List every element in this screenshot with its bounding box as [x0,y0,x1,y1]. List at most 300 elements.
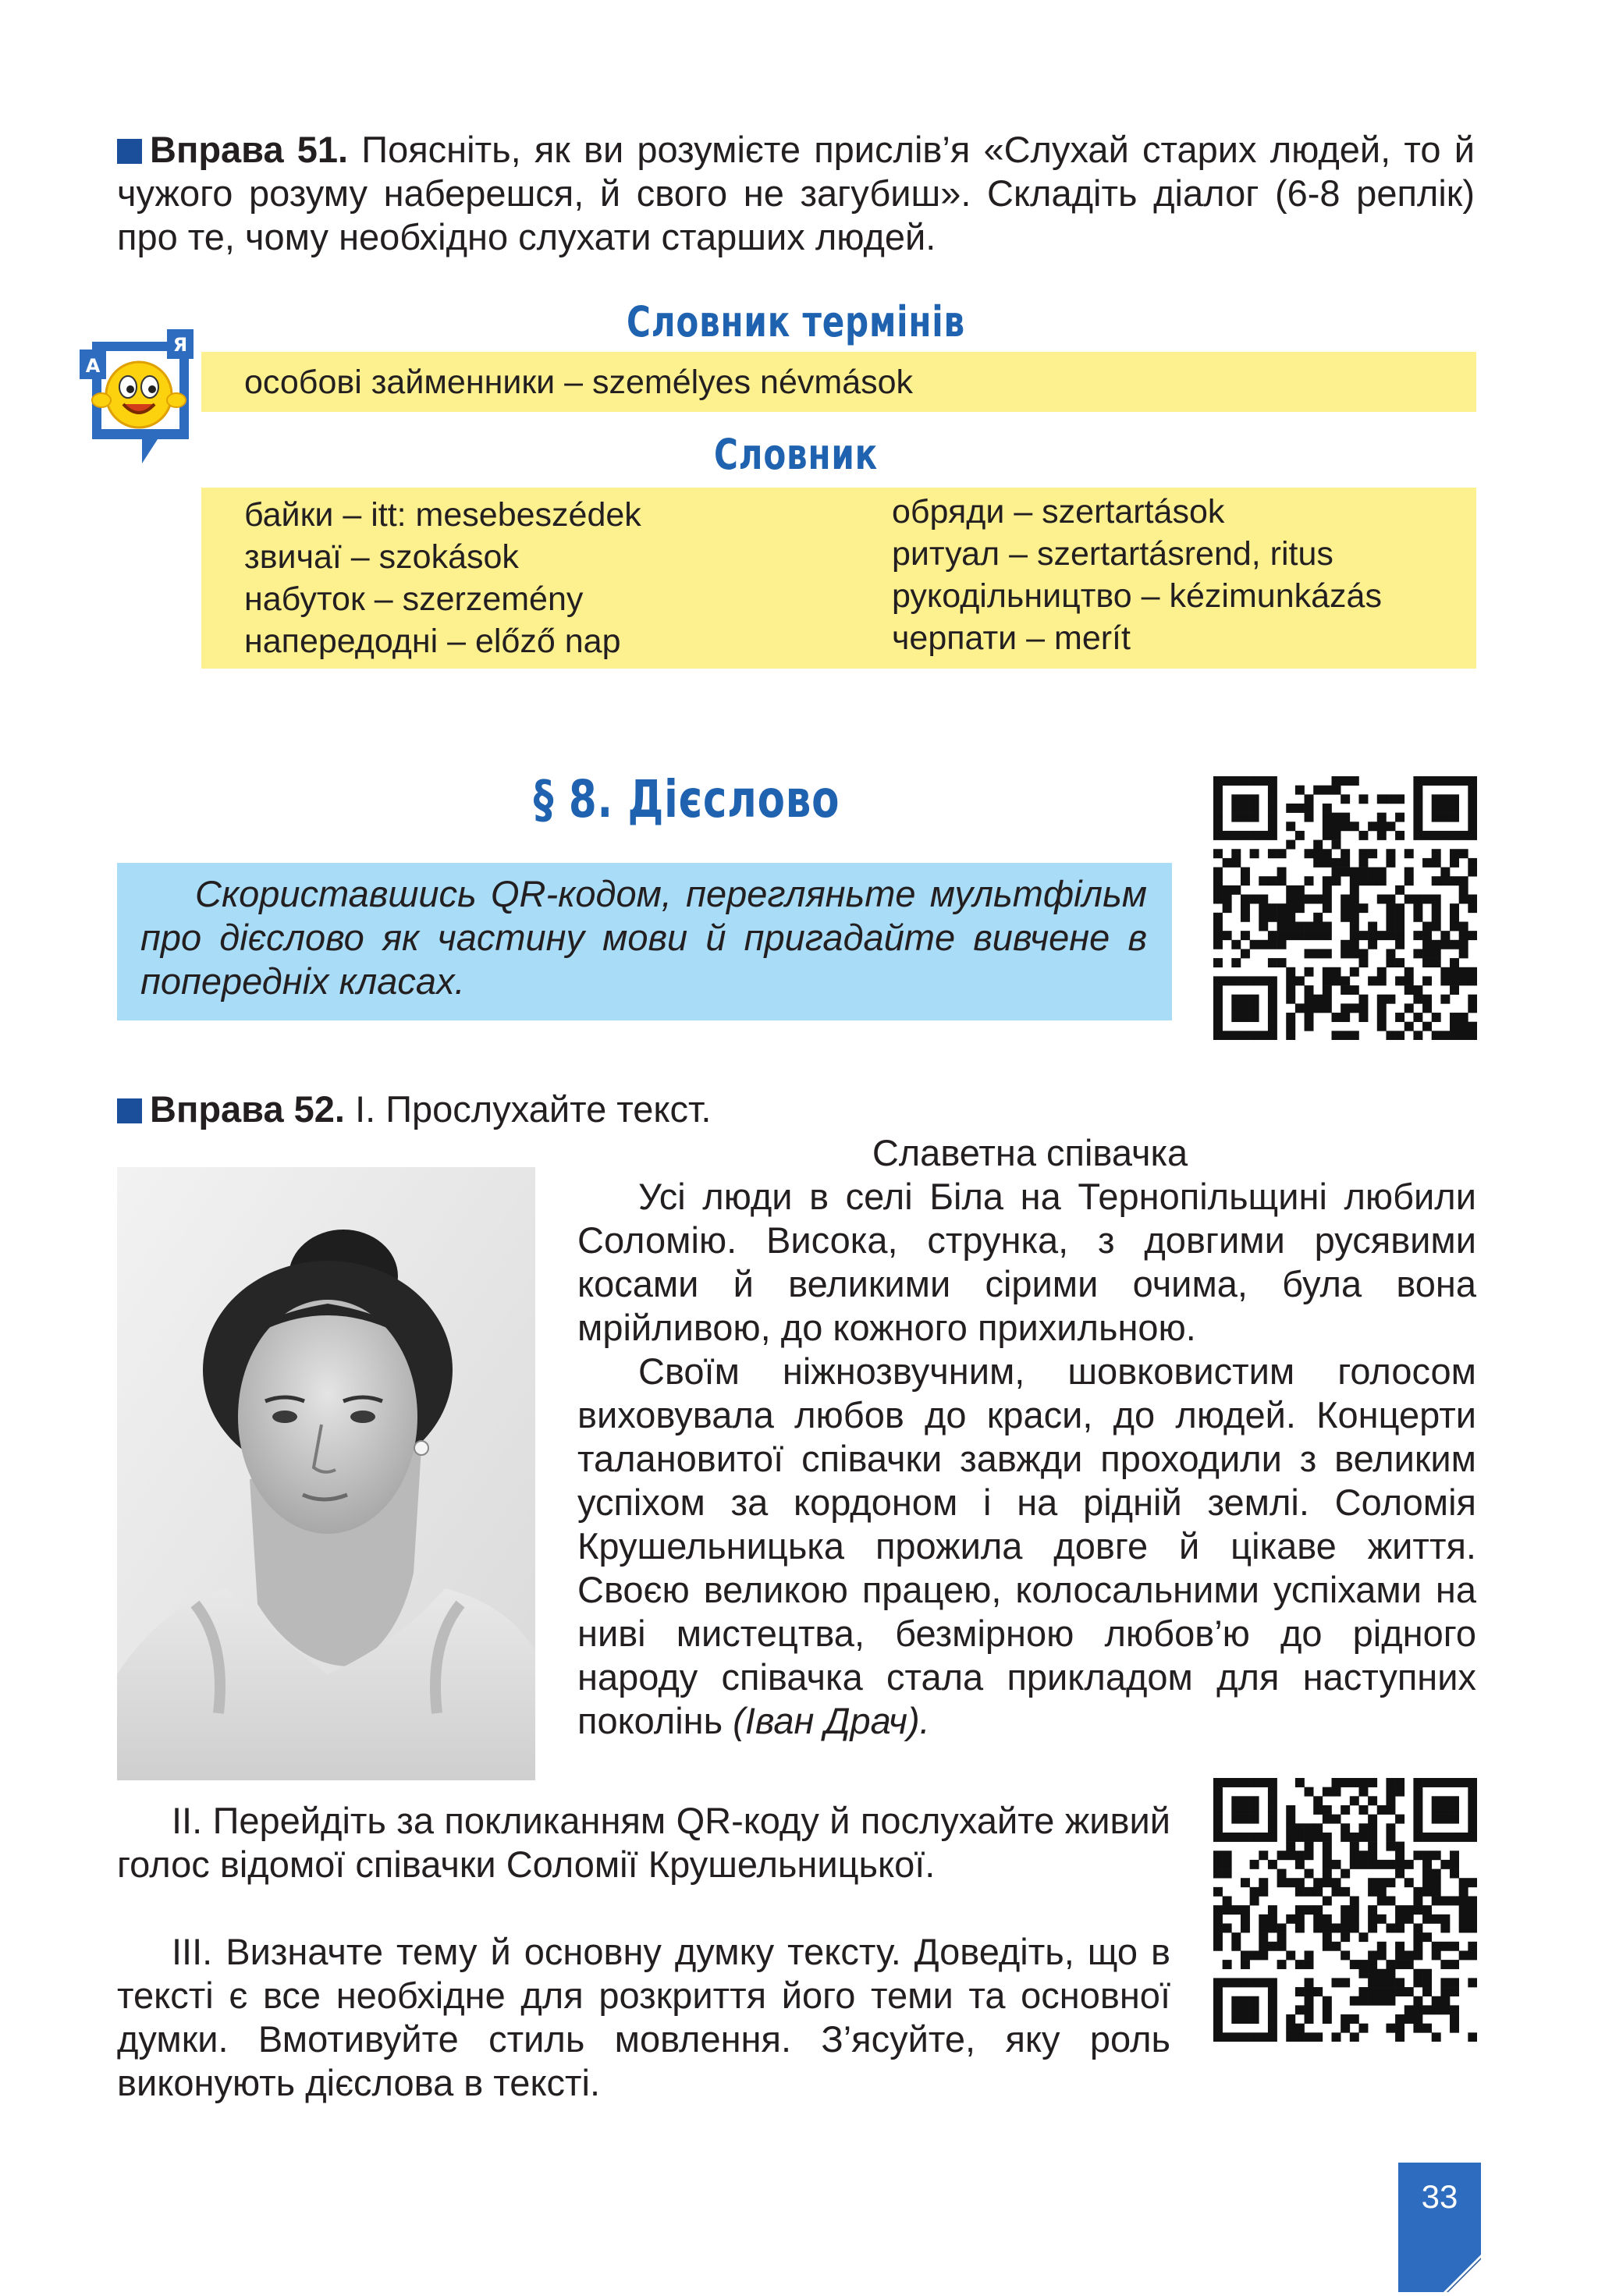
qr-module [1268,1905,1277,1915]
qr-module [1368,868,1377,877]
qr-module [1377,1003,1387,1013]
qr-module [1450,913,1459,922]
qr-module [1250,1996,1259,2006]
task-3-text: ІІІ. Визначте тему й основну думку тексту. Доведіть, що в тексті є все необхідне для розкриття його теми та основної думки. Вмотивуйте стиль мовлення. З’ясуйте, яку роль виконують дієслова в тексті. [117,1931,1170,2103]
qr-module [1395,1842,1404,1851]
qr-module [1368,976,1377,985]
qr-module [1231,1833,1241,1842]
qr-module [1259,1031,1268,1040]
qr-module [1223,1778,1232,1787]
qr-module [1386,1833,1395,1842]
section-note-box [117,863,1172,1020]
qr-module [1313,1823,1323,1833]
qr-module [1231,858,1241,868]
qr-module [1386,849,1395,858]
qr-module [1450,804,1459,813]
qr-module [1241,895,1250,904]
section-note: Скориставшись QR-кодом, перегляньте мультфільм про дієслово як частину мови й пригадайте вивчене в попередніх класах. [140,873,1147,1002]
qr-module [1377,868,1387,877]
qr-module [1323,949,1332,958]
qr-module [1413,804,1422,813]
qr-module [1432,1869,1441,1879]
qr-module [1295,1887,1305,1897]
qr-module [1341,913,1350,922]
qr-module [1377,1022,1387,1031]
qr-module [1450,1805,1459,1815]
qr-module [1468,1923,1477,1932]
qr-module [1295,1923,1305,1932]
qr-module [1295,1960,1305,1969]
qr-code-cartoon[interactable] [1213,776,1477,1040]
qr-module [1386,1031,1395,1040]
qr-module [1295,786,1305,795]
qr-module [1459,831,1468,840]
qr-module [1286,2014,1295,2024]
qr-module [1295,885,1305,895]
qr-module [1432,1887,1441,1897]
qr-module [1286,1851,1295,1860]
qr-module [1341,949,1350,958]
story-paragraph-2-text: Своїм ніжнозвучним, шовковистим голосом виховувала любов до краси, до людей. Концерти талановитої співачки завжди проходили з великим успіхом за кордоном і на рідній землі. Соломія Крушельницька прожила довге й цікаве життя. Своєю великою працею, колосальними успіхами на ниві мистецтва, безмірною любов’ю до рідного народу співачка стала прикладом для наступних поколінь [577,1350,1476,1741]
qr-module [1223,1897,1232,1906]
qr-module [1422,1932,1432,1942]
qr-module [1377,1860,1387,1869]
qr-module [1459,1031,1468,1040]
qr-module [1332,1787,1341,1797]
qr-module [1350,2014,1359,2024]
qr-module [1341,1013,1350,1022]
qr-module [1231,995,1241,1004]
qr-module [1450,1778,1459,1787]
qr-module [1450,1022,1459,1031]
qr-module [1295,895,1305,904]
qr-module [1241,813,1250,822]
qr-module [1450,1796,1459,1805]
qr-module [1268,804,1277,813]
qr-module [1286,985,1295,995]
qr-module [1323,2014,1332,2024]
qr-module [1305,1787,1314,1797]
qr-module [1259,876,1268,885]
qr-module [1450,794,1459,804]
qr-module [1313,921,1323,931]
qr-module [1250,1003,1259,1013]
qr-module [1259,976,1268,985]
qr-module [1286,976,1295,985]
qr-module [1259,1887,1268,1897]
qr-module [1268,1996,1277,2006]
qr-module [1286,995,1295,1004]
qr-module [1241,776,1250,786]
qr-module [1241,1805,1250,1815]
qr-module [1422,1022,1432,1031]
qr-module [1413,822,1422,831]
qr-module [1231,804,1241,813]
qr-module [1440,831,1450,840]
qr-module [1332,1013,1341,1022]
qr-module [1341,1869,1350,1879]
qr-module [1432,1915,1441,1924]
qr-module [1432,813,1441,822]
qr-module [1213,822,1223,831]
qr-module [1250,776,1259,786]
qr-module [1332,1860,1341,1869]
qr-module [1213,921,1223,931]
qr-module [1395,1915,1404,1924]
qr-module [1259,913,1268,922]
qr-module [1413,1905,1422,1915]
qr-module [1277,1942,1287,1951]
qr-module [1305,2014,1314,2024]
qr-module [1432,903,1441,913]
qr-module [1241,1960,1250,1969]
qr-module [1432,1897,1441,1906]
qr-module [1450,1960,1459,1969]
qr-module [1323,1851,1332,1860]
qr-module [1268,976,1277,985]
qr-module [1350,1996,1359,2006]
qr-module [1358,831,1368,840]
qr-module [1286,913,1295,922]
qr-module [1268,903,1277,913]
exercise-51-text: Поясніть, як ви розумієте прислів’я «Слухай старих людей, то й чужого розуму наберешся, й свого не загубиш». Складіть діалог (6-8 реплік) про те, чому необхідно слухати старших людей. [117,129,1475,257]
qr-module [1268,985,1277,995]
qr-module [1368,1823,1377,1833]
qr-module [1432,1013,1441,1022]
qr-module [1368,1851,1377,1860]
qr-module [1459,1778,1468,1787]
qr-module [1413,995,1422,1004]
qr-module [1231,1003,1241,1013]
qr-module [1268,1787,1277,1797]
qr-module [1459,849,1468,858]
qr-module [1305,849,1314,858]
qr-module [1395,1031,1404,1040]
qr-module [1350,1003,1359,1013]
qr-module [1241,1778,1250,1787]
qr-module [1395,794,1404,804]
qr-module [1386,1987,1395,1996]
portrait-photo [117,1167,535,1780]
qr-module [1286,903,1295,913]
qr-module [1231,1905,1241,1915]
qr-module [1459,895,1468,904]
qr-module [1332,976,1341,985]
qr-module [1341,1823,1350,1833]
qr-module [1350,1905,1359,1915]
qr-module [1295,1851,1305,1860]
qr-module [1468,776,1477,786]
qr-module [1241,1915,1250,1924]
qr-module [1386,958,1395,967]
qr-module [1459,1923,1468,1932]
qr-module [1213,1987,1223,1996]
qr-module [1332,876,1341,885]
qr-module [1422,1887,1432,1897]
qr-module [1277,931,1287,940]
qr-module [1231,940,1241,949]
qr-module [1450,1897,1459,1906]
qr-module [1440,1833,1450,1842]
qr-module [1259,776,1268,786]
qr-module [1468,1815,1477,1824]
qr-module [1305,995,1314,1004]
qr-module [1268,822,1277,831]
dictionary-title: Словник [713,430,879,479]
qr-module [1404,1860,1414,1869]
qr-module [1231,831,1241,840]
qr-module [1386,1978,1395,1987]
qr-module [1413,1787,1422,1797]
qr-module [1305,1950,1314,1960]
qr-module [1468,1878,1477,1887]
qr-module [1413,931,1422,940]
qr-module [1341,976,1350,985]
qr-module [1268,1022,1277,1031]
qr-module [1413,1805,1422,1815]
qr-module [1268,786,1277,795]
qr-module [1323,1942,1332,1951]
qr-module [1259,903,1268,913]
qr-module [1422,1869,1432,1879]
qr-module [1313,849,1323,858]
qr-module [1459,876,1468,885]
qr-module [1223,1851,1232,1860]
qr-module [1368,1833,1377,1842]
qr-module [1241,931,1250,940]
qr-module [1332,967,1341,977]
qr-module [1468,1003,1477,1013]
qr-module [1332,858,1341,868]
qr-module [1295,931,1305,940]
qr-module [1422,995,1432,1004]
qr-module [1350,776,1359,786]
qr-module [1468,804,1477,813]
qr-module [1286,921,1295,931]
qr-module [1241,1815,1250,1824]
qr-module [1413,1833,1422,1842]
exercise-51 [117,128,1475,259]
qr-module [1422,1778,1432,1787]
qr-module [1386,1860,1395,1869]
qr-module [1432,940,1441,949]
qr-module [1313,2032,1323,2042]
qr-module [1231,976,1241,985]
qr-module [1268,1796,1277,1805]
qr-module [1395,1978,1404,1987]
qr-module [1386,1823,1395,1833]
qr-module [1268,1833,1277,1842]
qr-module [1459,776,1468,786]
qr-module [1213,976,1223,985]
qr-module [1404,876,1414,885]
qr-module [1313,1003,1323,1013]
qr-module [1413,985,1422,995]
qr-module [1231,958,1241,967]
qr-module [1323,1805,1332,1815]
qr-module [1468,895,1477,904]
qr-module [1422,976,1432,985]
qr-module [1286,1805,1295,1815]
qr-module [1432,913,1441,922]
qr-module [1332,786,1341,795]
qr-module [1395,831,1404,840]
qr-module [1313,1805,1323,1815]
qr-module [1323,921,1332,931]
qr-module [1386,903,1395,913]
qr-module [1404,1950,1414,1960]
qr-module [1440,804,1450,813]
qr-module [1395,1787,1404,1797]
qr-module [1286,1842,1295,1851]
qr-module [1358,876,1368,885]
qr-module [1450,2014,1459,2024]
qr-module [1213,849,1223,858]
qr-module [1213,1978,1223,1987]
qr-module [1404,967,1414,977]
qr-module [1323,786,1332,795]
qr-module [1213,776,1223,786]
qr-module [1358,1805,1368,1815]
qr-module [1341,858,1350,868]
qr-module [1413,2005,1422,2014]
qr-module [1313,858,1323,868]
qr-module [1213,2014,1223,2024]
qr-module [1368,1778,1377,1787]
qr-module [1241,1031,1250,1040]
qr-module [1422,1969,1432,1978]
qr-module [1386,822,1395,831]
qr-module [1213,876,1223,885]
qr-module [1468,786,1477,795]
qr-module [1395,1815,1404,1824]
qr-module [1223,1833,1232,1842]
qr-module [1358,1996,1368,2006]
qr-module [1259,940,1268,949]
qr-module [1295,2024,1305,2033]
qr-module [1268,1987,1277,1996]
qr-module [1422,1851,1432,1860]
qr-module [1377,1950,1387,1960]
qr-module [1413,2024,1422,2033]
qr-module [1395,1013,1404,1022]
qr-module [1277,876,1287,885]
qr-module [1268,2024,1277,2033]
qr-module [1286,804,1295,813]
qr-module [1468,967,1477,977]
qr-module [1468,1905,1477,1915]
qr-module [1213,931,1223,940]
qr-module [1368,1987,1377,1996]
qr-module [1250,804,1259,813]
qr-module [1286,1878,1295,1887]
qr-module [1332,1942,1341,1951]
qr-module [1323,1932,1332,1942]
qr-module [1459,1905,1468,1915]
qr-module [1241,1923,1250,1932]
qr-module [1213,995,1223,1004]
qr-module [1250,1897,1259,1906]
qr-module [1413,1887,1422,1897]
qr-module [1213,1851,1223,1860]
qr-module [1395,931,1404,940]
qr-module [1350,876,1359,885]
qr-module [1223,1869,1232,1879]
qr-module [1223,1031,1232,1040]
qr-module [1241,976,1250,985]
qr-module [1432,2005,1441,2014]
qr-module [1268,958,1277,967]
qr-module [1268,1778,1277,1787]
qr-module [1250,1778,1259,1787]
qr-module [1358,1987,1368,1996]
qr-module [1450,2005,1459,2014]
qr-module [1404,849,1414,858]
qr-module [1358,2024,1368,2033]
qr-module [1323,813,1332,822]
qr-module [1268,1003,1277,1013]
qr-module [1259,921,1268,931]
qr-module [1286,885,1295,895]
qr-module [1268,849,1277,858]
qr-module [1332,1887,1341,1897]
qr-module [1231,2005,1241,2014]
qr-module [1377,1978,1387,1987]
qr-module [1368,1996,1377,2006]
qr-module [1368,1915,1377,1924]
qr-module [1286,2032,1295,2042]
qr-module [1295,831,1305,840]
qr-module [1313,949,1323,958]
qr-module [1404,1915,1414,1924]
qr-module [1422,1878,1432,1887]
qr-module [1413,2014,1422,2024]
qr-module [1213,1787,1223,1797]
qr-module [1377,976,1387,985]
qr-module [1213,813,1223,822]
qr-module [1241,1996,1250,2006]
qr-module [1341,2024,1350,2033]
qr-module [1386,1897,1395,1906]
qr-module [1213,1833,1223,1842]
qr-module [1440,1897,1450,1906]
qr-module [1386,921,1395,931]
qr-module [1432,804,1441,813]
qr-module [1268,1815,1277,1824]
qr-module [1241,2005,1250,2014]
qr-module [1468,858,1477,868]
qr-module [1277,903,1287,913]
qr-module [1386,1842,1395,1851]
qr-module [1305,921,1314,931]
qr-module [1305,1003,1314,1013]
qr-module [1213,1022,1223,1031]
qr-module [1277,1878,1287,1887]
qr-code-voice[interactable] [1213,1778,1477,2042]
qr-module [1404,985,1414,995]
qr-module [1432,1878,1441,1887]
qr-module [1413,1031,1422,1040]
qr-module [1450,940,1459,949]
qr-module [1432,1851,1441,1860]
qr-module [1422,921,1432,931]
qr-module [1250,1860,1259,1869]
qr-module [1350,1960,1359,1969]
qr-module [1250,849,1259,858]
qr-module [1295,1833,1305,1842]
qr-module [1277,1851,1287,1860]
qr-module [1313,1987,1323,1996]
